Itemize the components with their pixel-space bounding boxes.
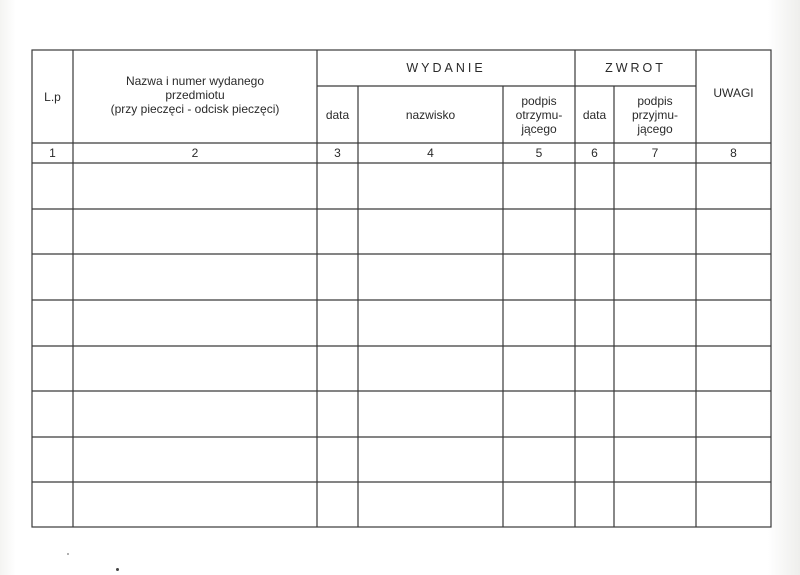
column-number-3 — [317, 143, 358, 163]
header-issue-surname — [358, 86, 503, 143]
header-return-signature-line1: podpis — [637, 93, 673, 108]
header-issue-surname-text: nazwisko — [405, 107, 456, 122]
table-row[interactable] — [32, 482, 771, 527]
column-number-3-text: 3 — [334, 146, 341, 160]
header-return-signature — [614, 86, 696, 143]
header-group-return — [575, 50, 696, 86]
header-issue-date-text: data — [325, 107, 350, 122]
table-row[interactable] — [32, 209, 771, 254]
header-group-return-text: ZWROT — [605, 61, 666, 75]
header-group-issue-text: WYDANIE — [406, 61, 486, 75]
header-return-date-text: data — [582, 107, 607, 122]
column-number-4 — [358, 143, 503, 163]
column-number-1-text: 1 — [49, 146, 56, 160]
header-lp-text: L.p — [44, 89, 61, 104]
column-number-6 — [575, 143, 614, 163]
column-number-5-text: 5 — [535, 146, 543, 160]
column-number-8 — [696, 143, 771, 163]
table-row[interactable] — [32, 391, 771, 437]
header-item-name-line2: przedmiotu — [165, 88, 225, 102]
header-issue-signature-line1: podpis — [521, 93, 557, 108]
header-issue-signature-line2: otrzymu- — [515, 107, 563, 122]
header-lp — [32, 50, 73, 143]
header-item-name-line1: Nazwa i numer wydanego — [125, 74, 265, 88]
column-number-8-text: 8 — [730, 146, 737, 160]
header-remarks-text: UWAGI — [713, 86, 754, 100]
scan-speck — [67, 553, 69, 555]
table-row[interactable] — [32, 437, 771, 482]
column-number-2 — [73, 143, 317, 163]
column-number-7-text: 7 — [651, 146, 659, 160]
table-row[interactable] — [32, 346, 771, 391]
column-number-6-text: 6 — [591, 146, 598, 160]
table-row[interactable] — [32, 300, 771, 346]
column-number-7 — [614, 143, 696, 163]
header-item-name — [73, 50, 317, 143]
table-row[interactable] — [32, 163, 771, 209]
scan-speck — [116, 568, 119, 571]
header-group-issue — [317, 50, 575, 86]
table-row[interactable] — [32, 254, 771, 300]
column-number-5 — [503, 143, 575, 163]
header-return-signature-line2: przyjmu- — [631, 107, 678, 122]
column-number-1 — [32, 143, 73, 163]
header-issue-date — [317, 86, 358, 143]
column-number-4-text: 4 — [427, 146, 434, 160]
header-return-signature-line3: jącego — [637, 121, 673, 136]
header-return-date — [575, 86, 614, 143]
header-item-name-line3: (przy pieczęci - odcisk pieczęci) — [110, 102, 280, 116]
header-issue-signature-line3: jącego — [521, 121, 557, 136]
column-number-2-text: 2 — [191, 146, 199, 160]
header-issue-signature — [503, 86, 575, 143]
header-remarks — [696, 50, 771, 143]
